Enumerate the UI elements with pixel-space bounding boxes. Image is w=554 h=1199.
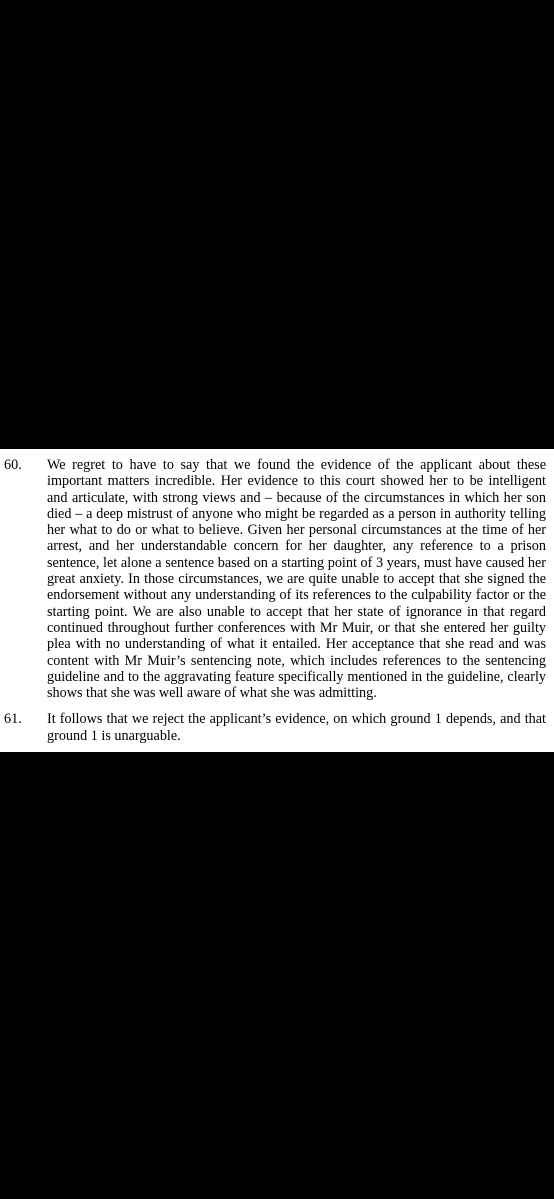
document-view [0,449,554,752]
paragraph-text: We regret to have to say that we found the evidence of the applicant about these important matters incredible. Her evidence to this court showed her to be intelligent and articulate, with strong views and – because of the circumstances in which her son died – a deep mistrust of anyone who might be regarded as a person in authority telling her what to do or what to believe. Given her personal circumstances at the time of her arrest, and her understandable concern for her daughter, any reference to a prison sentence, let alone a sentence based on a starting point of 3 years, must have caused her great anxiety. In those circumstances, we are quite unable to accept that she signed the endorsement without any understanding of its references to the culpability factor or the starting point. We are also unable to accept that her state of ignorance in that regard continued throughout further conferences with Mr Muir, or that she entered her guilty plea with no understanding of what it entailed. Her acceptance that she read and was content with Mr Muir’s sentencing note, which includes references to the sentencing guideline and to the aggravating feature specifically mentioned in the guideline, clearly shows that she was well aware of what she was admitting. [47,457,546,702]
paragraph-text: It follows that we reject the applicant’s evidence, on which ground 1 depends, and that ground 1 is unarguable. [47,711,546,744]
paragraph-number: 61. [4,711,22,728]
paragraph-number: 60. [4,457,22,473]
